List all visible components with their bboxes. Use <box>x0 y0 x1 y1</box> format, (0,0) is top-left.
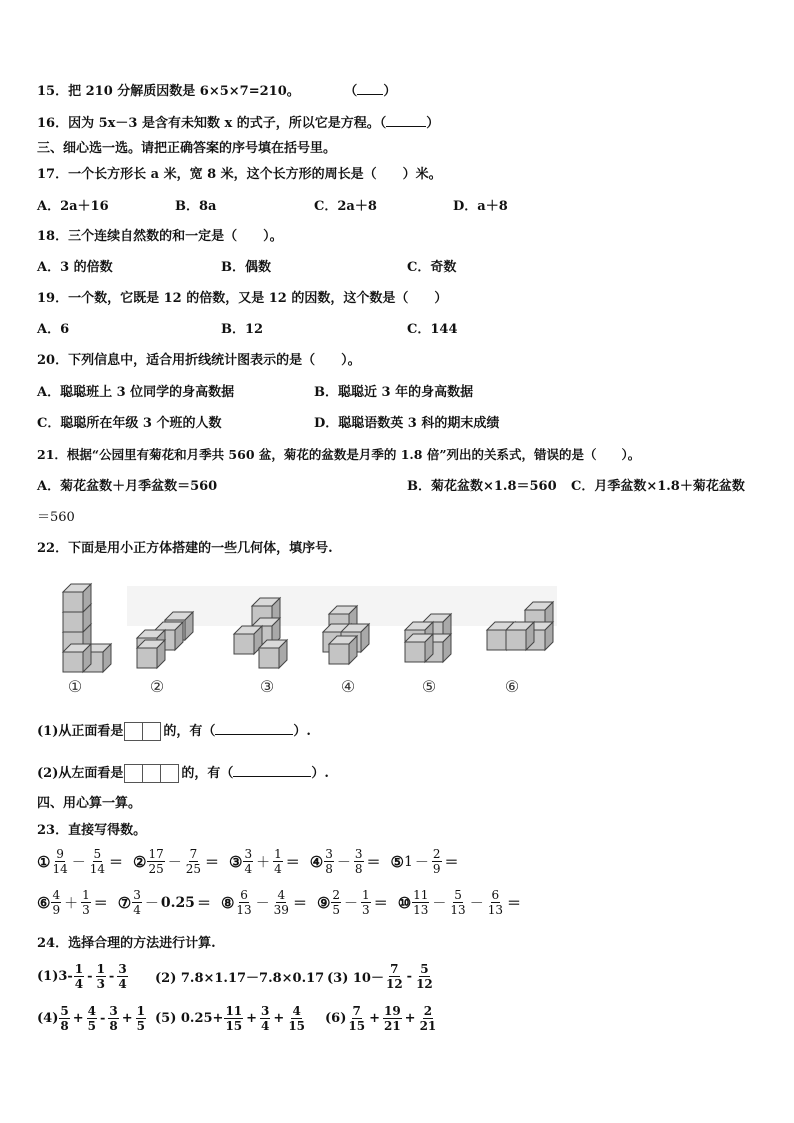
q23-row-1 <box>37 847 469 876</box>
answer-blank-15[interactable] <box>357 82 383 95</box>
question-19: 19．一个数，它既是 12 的倍数，又是 12 的因数，这个数是（ ） <box>37 291 448 306</box>
q17-option-d[interactable]: D．a＋8 <box>453 199 508 214</box>
question-15: 15．把 210 分解质因数是 6×5×7=210。 （ ） <box>37 84 397 99</box>
figure-label-6: ⑥ <box>504 677 520 696</box>
figure-label-5: ⑤ <box>421 677 437 696</box>
q19-option-c[interactable]: C．144 <box>407 322 458 337</box>
figure-label-3: ③ <box>259 677 275 696</box>
q20-option-c[interactable]: C．聪聪所在年级 3 个班的人数 <box>37 416 222 431</box>
q22-sub1: (1)从正面看是 的，有（ ）. <box>37 724 311 739</box>
q19-option-b[interactable]: B．12 <box>221 322 264 337</box>
cube-figures <box>37 578 567 698</box>
three-square-shape-icon <box>125 764 179 783</box>
q17-option-c[interactable]: C．2a＋8 <box>314 199 377 214</box>
answer-blank-22-2[interactable] <box>233 764 311 777</box>
section-3-heading: 三、细心选一选。请把正确答案的序号填在括号里。 <box>37 141 337 156</box>
question-23: 23．直接写得数。 <box>37 823 147 838</box>
q24-problem-1: (1)3- $\frac{1}{4}$ - $\frac{1}{3}$ - $\frac{3}{4}$ <box>37 962 127 991</box>
q21-option-b[interactable]: B．菊花盆数×1.8＝560 <box>407 479 557 494</box>
q24-problem-3: (3) 10－ $\frac{7}{12}$ - $\frac{5}{12}$ <box>327 962 433 991</box>
q21-option-c-continuation: ＝560 <box>37 510 75 525</box>
figure-1 <box>63 584 111 672</box>
q17-option-a[interactable]: A．2a＋16 <box>37 199 109 214</box>
question-24: 24．选择合理的方法进行计算. <box>37 936 216 951</box>
q23-item-4: ④ $\frac{3}{8}$ － $\frac{3}{8}$ ＝ <box>309 847 381 876</box>
q23-item-1: ① $\frac{9}{14}$ － $\frac{5}{14}$ ＝ <box>37 847 124 876</box>
question-16: 16．因为 5x－3 是含有未知数 x 的式子，所以它是方程。（ ） <box>37 116 440 131</box>
figure-label-1: ① <box>67 677 83 696</box>
q20-option-d[interactable]: D．聪聪语数英 3 科的期末成绩 <box>314 416 500 431</box>
figure-label-4: ④ <box>340 677 356 696</box>
q23-item-8: ⑧ $\frac{6}{13}$ － $\frac{4}{39}$ ＝ <box>220 888 307 917</box>
q24-problem-2: (2) 7.8×1.17－7.8×0.17 <box>155 971 325 986</box>
q19-option-a[interactable]: A．6 <box>37 322 70 337</box>
q17-option-b[interactable]: B．8a <box>175 199 217 214</box>
q23-item-10: ⑩ $\frac{11}{13}$ － $\frac{5}{13}$ － $\frac{6}{13}$ ＝ <box>397 888 521 917</box>
q23-item-7: ⑦ $\frac{3}{4}$ － 0.25 ＝ <box>117 888 211 917</box>
q23-row-2 <box>37 888 531 917</box>
question-20: 20．下列信息中，适合用折线统计图表示的是（ ）。 <box>37 353 361 368</box>
figure-label-2: ② <box>149 677 165 696</box>
question-18: 18．三个连续自然数的和一定是（ ）。 <box>37 229 283 244</box>
q23-item-3: ③ $\frac{3}{4}$ ＋ $\frac{1}{4}$ ＝ <box>229 847 300 876</box>
q24-row-1 <box>37 962 445 991</box>
q18-option-c[interactable]: C．奇数 <box>407 260 457 275</box>
question-17: 17．一个长方形长 a 米，宽 8 米，这个长方形的周长是（ ）米。 <box>37 167 442 182</box>
q24-row-2 <box>37 1004 448 1033</box>
q24-problem-6: (6) $\frac{7}{15}$ + $\frac{19}{21}$ + $\frac{2}{21}$ <box>325 1004 437 1033</box>
q23-item-6: ⑥ $\frac{4}{9}$ ＋ $\frac{1}{3}$ ＝ <box>37 888 108 917</box>
question-21: 21．根据“公园里有菊花和月季共 560 盆，菊花的盆数是月季的 1.8 倍”列出的关系式，错误的是（ ）。 <box>37 447 641 462</box>
q23-item-5: ⑤ 1 － $\frac{2}{9}$ ＝ <box>390 847 459 876</box>
q18-option-a[interactable]: A．3 的倍数 <box>37 260 113 275</box>
q23-item-2: ② $\frac{17}{25}$ － $\frac{7}{25}$ ＝ <box>133 847 220 876</box>
q21-option-c[interactable]: C．月季盆数×1.8＋菊花盆数 <box>571 479 745 494</box>
q23-item-9: ⑨ $\frac{2}{5}$ － $\frac{1}{3}$ ＝ <box>316 888 388 917</box>
q20-option-a[interactable]: A．聪聪班上 3 位同学的身高数据 <box>37 385 235 400</box>
answer-blank-16[interactable] <box>386 114 426 127</box>
q22-sub2: (2)从左面看是 的，有（ ）. <box>37 766 329 781</box>
section-4-heading: 四、用心算一算。 <box>37 796 142 811</box>
q18-option-b[interactable]: B．偶数 <box>221 260 271 275</box>
q24-problem-5: (5) 0.25+ $\frac{11}{15}$ + $\frac{3}{4}$ + $\frac{4}{15}$ <box>155 1004 306 1033</box>
q20-option-b[interactable]: B．聪聪近 3 年的身高数据 <box>314 385 474 400</box>
question-22: 22．下面是用小正方体搭建的一些几何体，填序号. <box>37 541 333 556</box>
q24-problem-4: (4) $\frac{5}{8}$ + $\frac{4}{5}$ - $\frac{3}{8}$ + $\frac{1}{5}$ <box>37 1004 146 1033</box>
two-square-shape-icon <box>125 722 161 741</box>
q21-option-a[interactable]: A．菊花盆数＋月季盆数＝560 <box>37 479 218 494</box>
answer-blank-22-1[interactable] <box>215 722 293 735</box>
